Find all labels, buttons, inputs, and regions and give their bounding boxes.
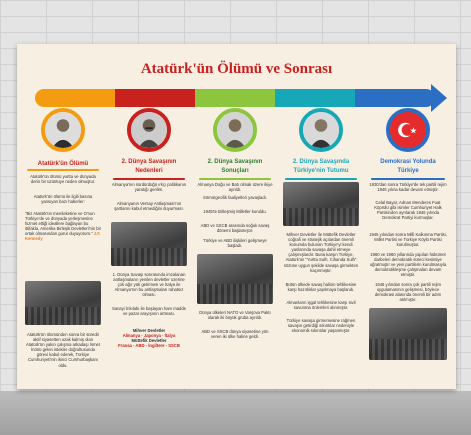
col3-text4: ABD ve SSCB arasında soğuk savaş dönemi başlamıştır.: [200, 223, 270, 234]
hitler-portrait: [127, 108, 171, 152]
col3-text5: Türkiye ve ABD ilişkileri gelişmeye başladı.: [203, 238, 267, 249]
col2-text1: Almanya'nın sürdürdüğü ırkçı politikanın yaratığı gerilim.: [111, 182, 187, 193]
column-divider: [113, 178, 185, 180]
column-header: 2. Dünya Savaşının Nedenleri: [121, 159, 177, 174]
col1-text1: Atatürk'ün ölümü yurtta ve dünyada derin bir üzüntüye neden olmuştur.: [30, 174, 96, 185]
axis-label: Mihver Devletler: [132, 328, 166, 333]
inonu-portrait: [299, 108, 343, 152]
column-divider: [371, 178, 445, 180]
col3-text6: Dünya ülkeleri NATO ve Varşova Paktı olarak iki büyük gruba ayrıldı.: [199, 310, 271, 321]
column-divider: [27, 169, 99, 171]
col1-quote-author: J.F. Kennedy: [25, 231, 101, 242]
col2-text3: 1. Dünya Savaşı sonrasında imzalanan antlaşmaların yenilen devletler üzerine çok ağır yük getirmesi ve İtalya ile Almanya'nın bu antlaşmaları rahatsız olması.: [112, 272, 186, 298]
col1-quote-text: "Biz Atatürk'ün memleketine ve O'nun Türkiye'de ve dünyada yerleşmesine hizmet ettiği ideallere bağlayan bu ittifakla, Amerika Birleşik Devletleri'nin bir ortak olmasından gurur duyuyorum.": [25, 211, 101, 237]
column-ataturk-death: [21, 76, 105, 389]
col3-text1: Almanya Doğu ve Batı olmak üzere ikiye ayrıldı.: [197, 182, 273, 193]
col2-text4: Sanayi İnkılabı ile başlayan ham madde ve pazar arayışının artması.: [111, 306, 187, 317]
infographic-poster: [17, 44, 456, 389]
col4-text3: Almanların işgal tehlikesine karşı sivil savunma önlemleri alınmıştır.: [286, 300, 356, 311]
tank-photo: [197, 254, 273, 304]
axis-powers: [111, 328, 187, 348]
column-democracy: [365, 76, 451, 389]
col1-text2: Atatürk'ün ölümü ile ilgili basına yansıyan bazı haberler:: [33, 194, 93, 205]
col5-text2: Celal Bayar, Adnan Menderes Fuat Köprülü gibi isimler Cumhuriyet Halk Partisinden ayrılarak 1946 yılında Demokrat Partiyi kurmuşlar.: [374, 200, 442, 221]
axis-value: Almanya - Japonya - İtalya: [122, 333, 176, 339]
column-header: Demokrasi Yolunda Türkiye: [380, 159, 436, 174]
column-header: 2. Dünya Savaşında Türkiye'nin Tutumu: [292, 159, 350, 174]
floor: [0, 391, 471, 435]
column-divider: [199, 178, 271, 180]
col3-text2: Sömürgecilik faaliyetleri yavaşladı.: [202, 195, 267, 200]
stalin-portrait: [213, 108, 257, 152]
column-header: Atatürk'ün Ölümü: [37, 161, 89, 167]
column-turkey-stance: [279, 76, 363, 389]
turkish-flag-icon: [386, 108, 430, 152]
col3-text3: 1945'te Birleşmiş Milletler kuruldu.: [203, 209, 267, 214]
poster-title: Atatürk'ün Ölümü ve Sonrası: [140, 61, 333, 77]
col4-text4: Türkiye savaşa girmemesine rağmen savaşın getirdiği sıkıntılar nedeniyle ekonomik sıkıntılar yaşanmıştır.: [286, 318, 356, 334]
col5-text1: 1930'dan sonra Türkiye'de tek partili rejim 1946 yılına kadar devam etmiştir.: [369, 182, 447, 193]
ataturk-photo: [25, 281, 101, 325]
col2-text2: Almanyanın Versay Antlaşması'nın şartlarını kabul etmediğini duyurması.: [114, 201, 184, 212]
col5-text5: 1946 yılından sonra çok partili rejim uygulamasının gelişmesi, böylece demokrasi alanında önemli bir adım atılmıştır.: [374, 282, 442, 303]
column-divider: [285, 178, 357, 180]
crowd-photo: [369, 308, 447, 360]
column-ww2-results: [193, 76, 277, 389]
col5-text4: 1980 ve 1960 yıllarında yapılan hükümet darbeleri demokratik süreci kesintiye uğratmıştır ve yeni partilerin kurulmasıyla demokratikleşme çalışmaları devam etmiştir.: [369, 252, 447, 278]
military-parade-photo: [111, 222, 187, 266]
col1-text4: Atatürk'ün ölümünden sonra bir süredir aktif siyasetten uzak kalmış olan Atatürk'ün yakın çalışma arkadaşı İsmet İnönü gelen istekler doğrultusunda görevi kabul ederek, Türkiye Cumhuriyeti'nin ikinci Cumhurbaşkanı oldu.: [25, 332, 101, 368]
column-ww2-causes: [107, 76, 191, 389]
col4-text1: Mihver Devletler ile Müttefik Devletler coğrafi ve stratejik açılardan önemli konumda bulunan Türkiye'yi kendi yanlarında savaşa dahil etmeye çalışmışlardır. Buna karşın Türkiye, Atatürk'ün "Yurtta Sulh, Cihanda Sulh" sözüne uygun şekilde savaşa girmekten kaçınmıştır.: [283, 232, 359, 273]
col5-text3: 1945 yılından sonra Milli Kalkınma Partisi, Millet Partisi ve Türkiye Köylü Partisi kurulmuştur.: [369, 232, 447, 248]
inonu-photo: [283, 182, 359, 226]
allies-label: Müttefik Devletler: [131, 338, 167, 344]
col4-text2: Bütün ülkede savaş halinin tehlikesine karşı hazırlıklar yapılmaya başlandı.: [285, 282, 357, 293]
column-header: 2. Dünya Savaşının Sonuçları: [207, 159, 263, 174]
ataturk-portrait: [41, 108, 85, 152]
col1-quote: [25, 211, 101, 242]
col3-text7: ABD ve SSCB dünya siyasetine yön veren iki ülke haline geldi.: [201, 329, 269, 340]
allies-value: Fransa - ABD - İngiltere - SSCB: [118, 343, 180, 349]
